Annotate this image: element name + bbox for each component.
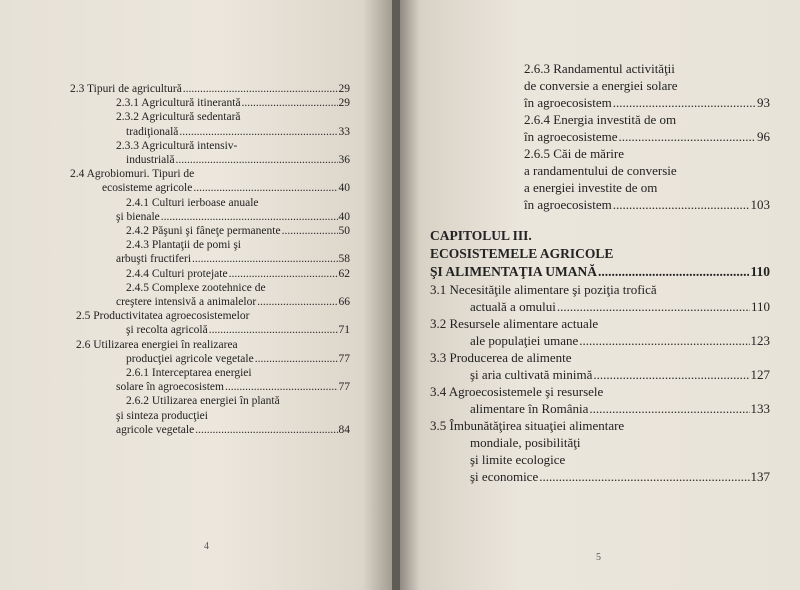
dot-leader <box>579 332 749 349</box>
toc-entry-title: şi bienale <box>116 210 160 223</box>
toc-page-number: 29 <box>338 97 350 110</box>
toc-entry-title: 3.1 Necesităţile alimentare şi poziţia trofică <box>430 282 657 297</box>
dot-leader <box>183 82 338 96</box>
dot-leader <box>613 196 750 213</box>
toc-entry-title: alimentare în România <box>470 401 589 416</box>
toc-entry-title: 2.6.5 Căi de mărire <box>524 146 624 161</box>
toc-page-number: 133 <box>750 401 770 416</box>
toc-entry-title: 2.6.4 Energia investită de om <box>524 112 677 127</box>
dot-leader <box>176 153 338 167</box>
toc-entry-title: CAPITOLUL III. <box>430 228 532 243</box>
dot-leader <box>613 94 756 111</box>
toc-entry <box>70 224 350 238</box>
toc-entry-title: 3.4 Agroecosistemele şi resursele <box>430 384 604 399</box>
toc-page-number: 137 <box>750 469 770 484</box>
toc-entry-title: în agroecosistem <box>524 197 612 212</box>
dot-leader <box>209 323 338 337</box>
dot-leader <box>557 298 750 315</box>
toc-entry-title: ŞI ALIMENTAŢIA UMANĂ <box>430 264 598 279</box>
toc-entry-title: în agroecosisteme <box>524 129 618 144</box>
toc-page-number: 77 <box>338 381 350 394</box>
dot-leader <box>619 128 757 145</box>
toc-entry <box>70 238 350 266</box>
toc-entry-title: 2.4.4 Culturi protejate <box>126 267 228 280</box>
toc-page-number: 71 <box>338 324 350 337</box>
toc-entry-title: 2.3 Tipuri de agricultură <box>70 83 182 95</box>
toc-entry <box>430 145 770 213</box>
toc-entry <box>430 349 770 383</box>
toc-entry <box>70 267 350 281</box>
toc-entry-title: şi recolta agricolă <box>126 324 208 337</box>
dot-leader <box>242 96 338 110</box>
toc-entry-title: tradiţională <box>126 125 179 138</box>
toc-entry-title: 2.3.3 Agricultură intensiv- <box>116 139 238 152</box>
toc-entry-title: 2.6.1 Interceptarea energiei <box>126 367 252 380</box>
toc-entry-title: 2.4 Agrobiomuri. Tipuri de <box>70 168 195 181</box>
dot-leader <box>257 295 337 309</box>
toc-entry-title: de conversie a energiei solare <box>524 78 678 93</box>
toc-entry-title: 2.6.2 Utilizarea energiei în plantă <box>126 395 280 408</box>
toc-entry <box>430 111 770 145</box>
toc-page-number: 84 <box>338 423 350 436</box>
toc-entry-title: creştere intensivă a animalelor <box>116 296 257 309</box>
toc-entry <box>430 383 770 417</box>
toc-entry-title: 2.4.5 Complexe zootehnice de <box>126 281 266 294</box>
chapter-heading <box>430 227 770 281</box>
toc-entry-title: a energiei investite de om <box>524 180 658 195</box>
toc-page-number: 58 <box>338 253 350 266</box>
left-toc <box>70 82 350 437</box>
toc-page-number: 36 <box>338 154 350 167</box>
toc-entry <box>70 110 350 138</box>
toc-entry <box>430 60 770 111</box>
toc-entry-title: 2.3.1 Agricultură itinerantă <box>116 97 241 110</box>
dot-leader <box>282 224 338 238</box>
dot-leader <box>229 267 338 281</box>
left-page <box>0 0 394 590</box>
toc-entry <box>70 309 350 337</box>
dot-leader <box>193 181 337 195</box>
dot-leader <box>598 263 749 281</box>
dot-leader <box>539 468 749 485</box>
toc-entry <box>430 315 770 349</box>
right-page-number: 5 <box>596 552 601 563</box>
toc-entry-title: agricole vegetale <box>116 423 195 436</box>
right-toc <box>430 60 770 485</box>
toc-page-number: 40 <box>338 182 350 195</box>
toc-page-number: 110 <box>750 299 770 314</box>
toc-entry <box>70 394 350 437</box>
toc-entry-title: ecosisteme agricole <box>102 182 193 195</box>
toc-page-number: 127 <box>750 367 770 382</box>
toc-entry-title: 2.6 Utilizarea energiei în realizarea <box>76 338 238 351</box>
toc-page-number: 77 <box>338 352 350 365</box>
toc-entry-title: ale populaţiei umane <box>470 333 579 348</box>
toc-entry-title: şi limite ecologice <box>470 452 566 467</box>
toc-entry-title: şi aria cultivată minimă <box>470 367 593 382</box>
toc-entry <box>430 417 770 485</box>
dot-leader <box>589 400 749 417</box>
toc-entry-title: şi economice <box>470 469 539 484</box>
toc-page-number: 40 <box>338 210 350 223</box>
dot-leader <box>225 380 338 394</box>
toc-page-number: 50 <box>338 225 350 238</box>
toc-entry-title: 3.5 Îmbunătăţirea situaţiei alimentare <box>430 418 625 433</box>
toc-entry-title: 2.6.3 Randamentul activităţii <box>524 61 675 76</box>
toc-entry-title: 2.4.3 Plantaţii de pomi şi <box>126 239 241 252</box>
toc-page-number: 93 <box>757 95 770 110</box>
toc-page-number: 66 <box>338 296 350 309</box>
toc-entry-title: solare în agroecosistem <box>116 381 224 394</box>
dot-leader <box>593 366 749 383</box>
toc-entry <box>70 196 350 224</box>
toc-entry <box>70 167 350 195</box>
toc-entry-title: arbuşti fructiferi <box>116 253 192 266</box>
toc-entry-title: 2.4.2 Păşuni şi fâneţe permanente <box>126 225 281 238</box>
dot-leader <box>179 125 337 139</box>
toc-entry-title: şi sinteza producţiei <box>116 409 208 422</box>
toc-entry-title: a randamentului de conversie <box>524 163 677 178</box>
toc-entry <box>70 82 350 96</box>
toc-entry-title: 2.3.2 Agricultură sedentară <box>116 111 241 124</box>
toc-page-number: 96 <box>757 129 770 144</box>
toc-entry-title: în agroecosistem <box>524 95 612 110</box>
toc-entry-title: 3.2 Resursele alimentare actuale <box>430 316 599 331</box>
toc-entry-title: 3.3 Producerea de alimente <box>430 350 572 365</box>
toc-entry-title: ECOSISTEMELE AGRICOLE <box>430 246 614 261</box>
toc-page-number: 62 <box>338 267 350 280</box>
dot-leader <box>195 423 337 437</box>
toc-entry <box>70 338 350 366</box>
toc-entry-title: industrială <box>126 154 175 167</box>
left-page-number: 4 <box>204 541 209 552</box>
toc-page-number: 33 <box>338 125 350 138</box>
toc-entry-title: 2.4.1 Culturi ierboase anuale <box>126 196 259 209</box>
dot-leader <box>255 352 338 366</box>
toc-entry <box>70 96 350 110</box>
toc-entry-title: producţiei agricole vegetale <box>126 352 254 365</box>
toc-page-number: 103 <box>750 197 770 212</box>
toc-entry-title: 2.5 Productivitatea agroecosistemelor <box>76 310 250 323</box>
toc-entry-title: actuală a omului <box>470 299 556 314</box>
toc-page-number: 29 <box>338 83 350 95</box>
toc-entry <box>430 281 770 315</box>
toc-entry-title: mondiale, posibilităţi <box>470 435 581 450</box>
toc-page-number: 123 <box>750 333 770 348</box>
toc-entry <box>70 139 350 167</box>
toc-entry <box>70 366 350 394</box>
dot-leader <box>161 210 338 224</box>
dot-leader <box>192 252 337 266</box>
toc-page-number: 110 <box>750 264 770 279</box>
toc-entry <box>70 281 350 309</box>
